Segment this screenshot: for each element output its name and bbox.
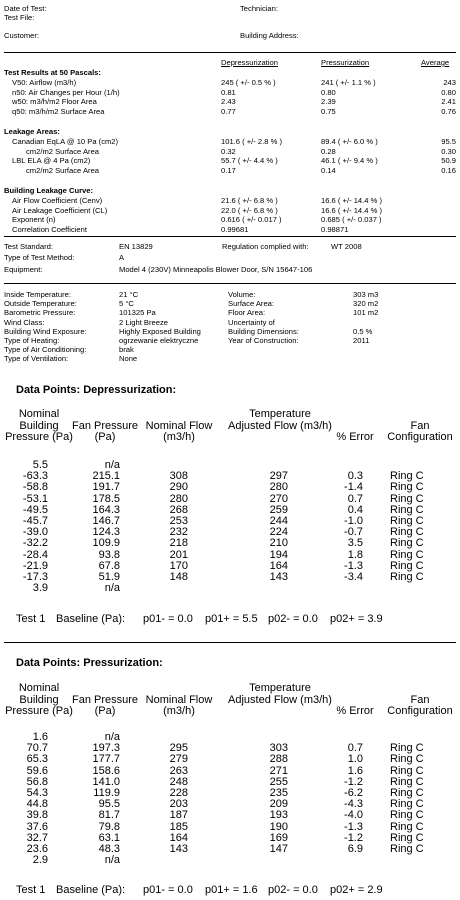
baseline-p02-minus: p02- = 0.0 <box>268 884 318 896</box>
table-row <box>0 482 460 493</box>
leakage-label: Canadian EqLA @ 10 Pa (cm2) <box>12 137 119 146</box>
method-value: A <box>119 253 125 262</box>
equipment-label: Equipment: <box>4 265 43 274</box>
condition-value: brak <box>119 345 134 355</box>
cell-error: 1.0 <box>347 753 363 766</box>
cell-adjusted-flow: 271 <box>269 764 288 777</box>
cell-adjusted-flow: 169 <box>269 831 288 844</box>
leakage-dep: 55.7 ( +/- 4.4 % ) <box>221 156 278 165</box>
header-nominal-flow: Nominal Flow (m3/h) <box>145 693 213 717</box>
cell-adjusted-flow: 194 <box>269 548 288 561</box>
cell-fan-configuration: Ring C <box>390 559 424 572</box>
curve-label: Correlation Coefficient <box>12 224 87 234</box>
header-fan-pressure: Fan Pressure (Pa) <box>71 419 139 443</box>
address-label: Building Address: <box>240 31 299 40</box>
cell-fan-pressure: 93.8 <box>98 548 120 561</box>
cell-nominal-flow: 148 <box>169 571 188 583</box>
cell-fan-pressure: 177.7 <box>92 753 120 766</box>
cell-building-pressure: 70.7 <box>26 742 48 755</box>
cell-adjusted-flow: 143 <box>269 571 288 583</box>
curve-pres: 0.685 ( +/- 0.037 ) <box>321 215 382 224</box>
leakage-label: cm2/m2 Surface Area <box>26 146 100 156</box>
result-pres: 0.80 <box>321 87 336 97</box>
cell-building-pressure: 59.6 <box>26 764 48 777</box>
cell-fan-pressure: n/a <box>104 731 120 743</box>
curve-pres: 0.98871 <box>321 224 349 234</box>
curve-dep: 21.6 ( +/- 6.8 % ) <box>221 196 278 205</box>
cell-fan-configuration: Ring C <box>390 492 424 505</box>
baseline-p02-minus: p02- = 0.0 <box>268 613 318 625</box>
cell-error: -3.4 <box>344 571 363 583</box>
curve-dep: 22.0 ( +/- 6.8 % ) <box>221 205 278 215</box>
cell-building-pressure: 23.6 <box>26 843 48 855</box>
date-label: Date of Test: <box>4 4 47 13</box>
header-fan-pressure: Fan Pressure (Pa) <box>71 693 139 717</box>
curve-dep: 0.99681 <box>221 224 249 234</box>
baseline-test: Test 1 <box>16 613 46 625</box>
curve-pres: 16.6 ( +/- 14.4 % ) <box>321 205 382 215</box>
condition-label: Type of Heating: <box>4 336 60 345</box>
header-nominal-pressure: Nominal Building Pressure (Pa) <box>5 408 73 443</box>
table-row <box>0 822 460 833</box>
cell-building-pressure: 3.9 <box>32 582 48 595</box>
cell-fan-configuration: Ring C <box>390 820 424 833</box>
leakage-pres: 0.28 <box>321 146 336 156</box>
cell-error: 6.9 <box>347 843 363 855</box>
cell-fan-configuration: Ring C <box>390 798 424 811</box>
curve-pres: 16.6 ( +/- 14.4 % ) <box>321 196 382 205</box>
cell-fan-pressure: 79.8 <box>98 820 120 833</box>
divider <box>4 236 456 237</box>
result-pres: 0.75 <box>321 106 336 116</box>
customer-label: Customer: <box>4 31 40 40</box>
result-avg: 2.41 <box>441 97 456 106</box>
result-label: q50: m3/h/m2 Surface Area <box>12 106 105 116</box>
col-pressurization: Pressurization <box>321 58 370 67</box>
file-label: Test File: <box>4 13 35 22</box>
baseline-label: Baseline (Pa): <box>56 884 126 896</box>
cell-nominal-flow: 279 <box>169 753 188 766</box>
cell-nominal-flow: 280 <box>169 492 188 505</box>
cell-fan-configuration: Ring C <box>390 571 424 583</box>
result-avg: 0.76 <box>441 106 456 116</box>
leakage-avg: 50.9 <box>441 156 456 165</box>
cell-building-pressure: 54.3 <box>26 787 48 799</box>
cell-error: -4.0 <box>344 809 363 822</box>
result-label: n50: Air Changes per Hour (1/h) <box>12 87 120 97</box>
cell-adjusted-flow: 235 <box>269 787 288 799</box>
cell-nominal-flow: 143 <box>169 843 188 855</box>
condition-label: Volume: <box>228 290 256 299</box>
header-fan-configuration: Fan Configuration <box>387 419 453 443</box>
cell-adjusted-flow: 164 <box>269 559 288 572</box>
col-average: Average <box>421 58 450 67</box>
cell-building-pressure: -53.1 <box>22 492 48 505</box>
condition-value: None <box>119 354 138 364</box>
cell-fan-pressure: 48.3 <box>98 843 120 855</box>
cell-fan-configuration: Ring C <box>390 526 424 539</box>
cell-fan-pressure: 51.9 <box>98 571 120 583</box>
cell-error: -6.2 <box>344 787 363 799</box>
header-fan-configuration: Fan Configuration <box>387 693 453 717</box>
cell-fan-pressure: 124.3 <box>92 526 120 539</box>
curve-title: Building Leakage Curve: <box>4 186 94 195</box>
cell-nominal-flow: 187 <box>169 809 188 822</box>
cell-nominal-flow: 308 <box>169 470 188 483</box>
condition-value: 21 °C <box>119 290 139 299</box>
baseline-p01-minus: p01- = 0.0 <box>143 613 193 625</box>
header-adjusted-flow: Temperature Adjusted Flow (m3/h) <box>228 682 332 706</box>
table-row <box>0 855 460 866</box>
cell-fan-pressure: 191.7 <box>92 481 120 494</box>
cell-building-pressure: -49.5 <box>22 503 48 516</box>
cell-fan-configuration: Ring C <box>390 753 424 766</box>
condition-value: 101325 Pa <box>119 308 156 318</box>
condition-value: 2 Light Breeze <box>119 317 168 327</box>
cell-building-pressure: 44.8 <box>26 798 48 811</box>
cell-fan-pressure: 109.9 <box>92 537 120 550</box>
col-depressurization: Depressurization <box>221 58 278 67</box>
curve-label: Air Flow Coefficient (Cenv) <box>12 196 103 205</box>
cell-nominal-flow: 263 <box>169 764 188 777</box>
table-row <box>0 538 460 549</box>
divider <box>4 642 456 643</box>
condition-value: 0.5 % <box>353 326 373 336</box>
pres-title: Data Points: Pressurization: <box>16 657 163 669</box>
cell-building-pressure: -28.4 <box>22 548 48 561</box>
condition-label: Outside Temperature: <box>4 299 77 309</box>
table-row <box>0 550 460 561</box>
cell-error: -1.4 <box>344 481 363 494</box>
cell-nominal-flow: 295 <box>169 742 188 755</box>
cell-error: -4.3 <box>344 798 363 811</box>
cell-building-pressure: -32.2 <box>22 537 48 550</box>
condition-label: Wind Class: <box>4 317 45 327</box>
table-row <box>0 754 460 765</box>
table-row <box>0 766 460 777</box>
regulation-label: Regulation complied with: <box>222 242 309 251</box>
cell-fan-configuration: Ring C <box>390 503 424 516</box>
leakage-dep: 0.32 <box>221 146 236 156</box>
condition-label: Barometric Pressure: <box>4 308 76 318</box>
cell-error: 1.8 <box>347 548 363 561</box>
cell-fan-pressure: 67.8 <box>98 559 120 572</box>
cell-building-pressure: 5.5 <box>32 459 48 471</box>
cell-fan-pressure: 215.1 <box>92 470 120 483</box>
cell-error: -1.2 <box>344 831 363 844</box>
result-avg: 243 <box>443 78 456 87</box>
cell-error: -1.2 <box>344 775 363 788</box>
cell-building-pressure: -17.3 <box>22 571 48 583</box>
cell-nominal-flow: 164 <box>169 831 188 844</box>
cell-nominal-flow: 218 <box>169 537 188 550</box>
cell-error: 3.5 <box>347 537 363 550</box>
condition-label: Type of Air Conditioning: <box>4 345 87 355</box>
cell-fan-pressure: 81.7 <box>98 809 120 822</box>
cell-adjusted-flow: 224 <box>269 526 288 539</box>
cell-fan-pressure: 95.5 <box>98 798 120 811</box>
result-label: w50: m3/h/m2 Floor Area <box>12 97 97 106</box>
cell-fan-configuration: Ring C <box>390 537 424 550</box>
header-nominal-pressure: Nominal Building Pressure (Pa) <box>5 682 73 717</box>
cell-adjusted-flow: 209 <box>269 798 288 811</box>
cell-nominal-flow: 201 <box>169 548 188 561</box>
leakage-title: Leakage Areas: <box>4 127 60 136</box>
result-dep: 0.81 <box>221 87 236 97</box>
condition-value: Highly Exposed Building <box>119 326 201 336</box>
test-standard-value: EN 13829 <box>119 242 153 251</box>
baseline-p01-plus: p01+ = 5.5 <box>205 613 258 625</box>
cell-fan-pressure: 63.1 <box>98 831 120 844</box>
cell-fan-pressure: n/a <box>104 582 120 595</box>
condition-value: 303 m3 <box>353 290 379 299</box>
condition-value: 101 m2 <box>353 308 379 318</box>
leakage-pres: 46.1 ( +/- 9.4 % ) <box>321 156 378 165</box>
test-standard-label: Test Standard: <box>4 242 53 251</box>
cell-adjusted-flow: 190 <box>269 820 288 833</box>
leakage-avg: 0.16 <box>441 165 456 175</box>
regulation-value: WT 2008 <box>331 242 362 251</box>
condition-label: Building Dimensions: <box>228 326 299 336</box>
baseline-p01-plus: p01+ = 1.6 <box>205 884 258 896</box>
condition-label: Year of Construction: <box>228 336 299 345</box>
cell-building-pressure: 56.8 <box>26 775 48 788</box>
baseline-p02-plus: p02+ = 3.9 <box>330 613 383 625</box>
cell-nominal-flow: 170 <box>169 559 188 572</box>
cell-nominal-flow: 248 <box>169 775 188 788</box>
results-title: Test Results at 50 Pascals: <box>4 68 101 77</box>
cell-error: -1.0 <box>344 515 363 527</box>
cell-error: 0.3 <box>347 470 363 483</box>
condition-value: 2011 <box>353 336 370 345</box>
leakage-dep: 0.17 <box>221 165 236 175</box>
condition-label: Inside Temperature: <box>4 290 71 299</box>
header-adjusted-flow: Temperature Adjusted Flow (m3/h) <box>228 408 332 432</box>
cell-adjusted-flow: 244 <box>269 515 288 527</box>
cell-adjusted-flow: 147 <box>269 843 288 855</box>
cell-nominal-flow: 185 <box>169 820 188 833</box>
table-row <box>0 494 460 505</box>
condition-label: Building Wind Exposure: <box>4 326 87 336</box>
condition-value: 5 °C <box>119 299 134 309</box>
cell-error: 1.6 <box>347 764 363 777</box>
cell-fan-pressure: 164.3 <box>92 503 120 516</box>
table-row <box>0 583 460 594</box>
cell-adjusted-flow: 303 <box>269 742 288 755</box>
cell-building-pressure: 39.8 <box>26 809 48 822</box>
result-dep: 0.77 <box>221 106 236 116</box>
cell-error: 0.7 <box>347 492 363 505</box>
table-row <box>0 572 460 583</box>
result-dep: 245 ( +/- 0.5 % ) <box>221 78 276 87</box>
cell-adjusted-flow: 280 <box>269 481 288 494</box>
cell-adjusted-flow: 270 <box>269 492 288 505</box>
cell-building-pressure: -45.7 <box>22 515 48 527</box>
divider <box>4 52 456 53</box>
cell-error: -1.3 <box>344 820 363 833</box>
cell-fan-configuration: Ring C <box>390 548 424 561</box>
result-pres: 241 ( +/- 1.1 % ) <box>321 78 376 87</box>
cell-adjusted-flow: 288 <box>269 753 288 766</box>
cell-nominal-flow: 253 <box>169 515 188 527</box>
cell-nominal-flow: 228 <box>169 787 188 799</box>
cell-nominal-flow: 203 <box>169 798 188 811</box>
cell-adjusted-flow: 259 <box>269 503 288 516</box>
cell-fan-configuration: Ring C <box>390 470 424 483</box>
table-row <box>0 810 460 821</box>
condition-label: Surface Area: <box>228 299 275 309</box>
cell-fan-configuration: Ring C <box>390 515 424 527</box>
cell-nominal-flow: 268 <box>169 503 188 516</box>
cell-building-pressure: 2.9 <box>32 854 48 867</box>
header-error: % Error <box>336 431 374 443</box>
equipment-value: Model 4 (230V) Minneapolis Blower Door, S/N 15647-106 <box>119 265 313 274</box>
cell-fan-configuration: Ring C <box>390 809 424 822</box>
cell-fan-configuration: Ring C <box>390 775 424 788</box>
leakage-avg: 95.5 <box>441 137 456 146</box>
cell-fan-pressure: n/a <box>104 459 120 471</box>
leakage-avg: 0.30 <box>441 146 456 156</box>
condition-value: 320 m2 <box>353 299 379 309</box>
cell-building-pressure: 37.6 <box>26 820 48 833</box>
cell-error: 0.4 <box>347 503 363 516</box>
condition-value: ogrzewanie elektryczne <box>119 336 199 345</box>
leakage-pres: 89.4 ( +/- 6.0 % ) <box>321 137 378 146</box>
header-nominal-flow: Nominal Flow (m3/h) <box>145 419 213 443</box>
baseline-label: Baseline (Pa): <box>56 613 126 625</box>
cell-adjusted-flow: 255 <box>269 775 288 788</box>
cell-fan-configuration: Ring C <box>390 787 424 799</box>
cell-building-pressure: -39.0 <box>22 526 48 539</box>
cell-adjusted-flow: 193 <box>269 809 288 822</box>
cell-nominal-flow: 232 <box>169 526 188 539</box>
curve-label: Air Leakage Coefficient (CL) <box>12 205 108 215</box>
cell-fan-configuration: Ring C <box>390 764 424 777</box>
curve-dep: 0.616 ( +/- 0.017 ) <box>221 215 282 224</box>
cell-fan-pressure: 178.5 <box>92 492 120 505</box>
table-row <box>0 844 460 855</box>
cell-building-pressure: 32.7 <box>26 831 48 844</box>
leakage-label: LBL ELA @ 4 Pa (cm2) <box>12 156 91 165</box>
baseline-p01-minus: p01- = 0.0 <box>143 884 193 896</box>
condition-label: Type of Ventilation: <box>4 354 69 364</box>
leakage-pres: 0.14 <box>321 165 336 175</box>
cell-fan-configuration: Ring C <box>390 742 424 755</box>
method-label: Type of Test Method: <box>4 253 75 262</box>
cell-fan-pressure: 146.7 <box>92 515 120 527</box>
cell-fan-configuration: Ring C <box>390 481 424 494</box>
cell-fan-configuration: Ring C <box>390 831 424 844</box>
cell-fan-pressure: 141.0 <box>92 775 120 788</box>
cell-adjusted-flow: 297 <box>269 470 288 483</box>
cell-fan-pressure: 197.3 <box>92 742 120 755</box>
cell-nominal-flow: 290 <box>169 481 188 494</box>
cell-building-pressure: 1.6 <box>32 731 48 743</box>
cell-fan-pressure: n/a <box>104 854 120 867</box>
result-pres: 2.39 <box>321 97 336 106</box>
leakage-label: cm2/m2 Surface Area <box>26 165 100 175</box>
cell-error: -0.7 <box>344 526 363 539</box>
cell-fan-pressure: 158.6 <box>92 764 120 777</box>
cell-building-pressure: -21.9 <box>22 559 48 572</box>
result-avg: 0.80 <box>441 87 456 97</box>
leakage-dep: 101.6 ( +/- 2.8 % ) <box>221 137 282 146</box>
cell-building-pressure: -63.3 <box>22 470 48 483</box>
cell-error: 0.7 <box>347 742 363 755</box>
baseline-p02-plus: p02+ = 2.9 <box>330 884 383 896</box>
curve-label: Exponent (n) <box>12 215 56 224</box>
cell-fan-pressure: 119.9 <box>93 787 120 799</box>
cell-fan-configuration: Ring C <box>390 843 424 855</box>
condition-label: Floor Area: <box>228 308 266 318</box>
dep-title: Data Points: Depressurization: <box>16 384 177 396</box>
baseline-test: Test 1 <box>16 884 46 896</box>
cell-building-pressure: 65.3 <box>26 753 48 766</box>
cell-building-pressure: -58.8 <box>22 481 48 494</box>
result-dep: 2.43 <box>221 97 236 106</box>
cell-error: -1.3 <box>344 559 363 572</box>
technician-label: Technician: <box>240 4 278 13</box>
divider <box>4 283 456 284</box>
cell-adjusted-flow: 210 <box>269 537 288 550</box>
condition-label: Uncertainty of <box>228 317 275 327</box>
header-error: % Error <box>336 705 374 717</box>
result-label: V50: Airflow (m3/h) <box>12 78 77 87</box>
